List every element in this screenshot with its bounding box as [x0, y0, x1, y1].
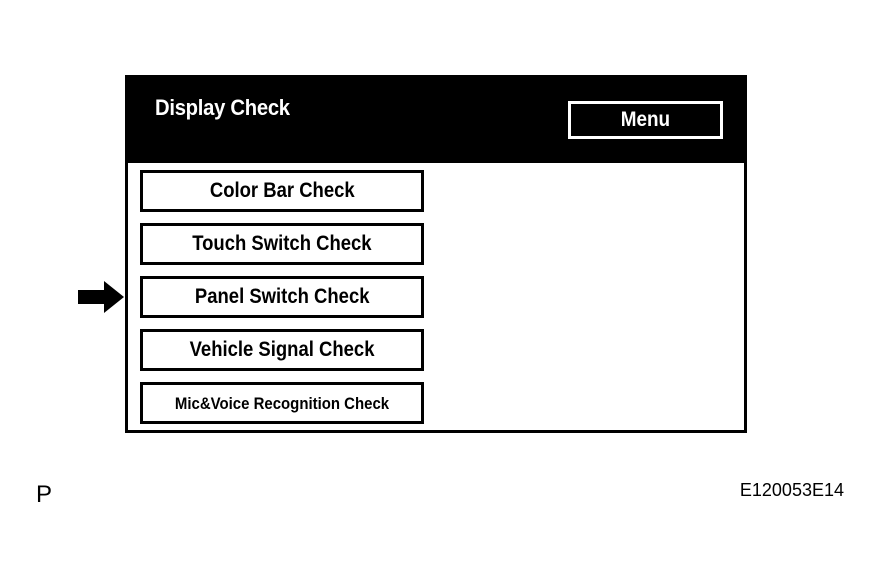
vehicle-signal-check-button[interactable]: [140, 329, 424, 371]
figure-corner-label: P: [36, 481, 53, 508]
touch-switch-check-button[interactable]: [140, 223, 424, 265]
screen-header: [128, 78, 744, 163]
screen-title: Display Check: [155, 95, 290, 120]
menu-button[interactable]: [568, 101, 723, 139]
panel-switch-check-button[interactable]: [140, 276, 424, 318]
menu-button-label: Menu: [620, 108, 671, 131]
display-check-screen: [125, 75, 747, 433]
mic-voice-recognition-check-button[interactable]: [140, 382, 424, 424]
vehicle-signal-check-label: Vehicle Signal Check: [189, 338, 375, 361]
touch-switch-check-label: Touch Switch Check: [192, 232, 372, 255]
color-bar-check-label: Color Bar Check: [209, 179, 355, 202]
color-bar-check-button[interactable]: [140, 170, 424, 212]
right-arrow-icon: [78, 281, 124, 313]
mic-voice-recognition-check-label: Mic&Voice Recognition Check: [174, 393, 390, 413]
figure-id: E120053E14: [739, 480, 844, 500]
panel-switch-check-label: Panel Switch Check: [194, 285, 370, 308]
